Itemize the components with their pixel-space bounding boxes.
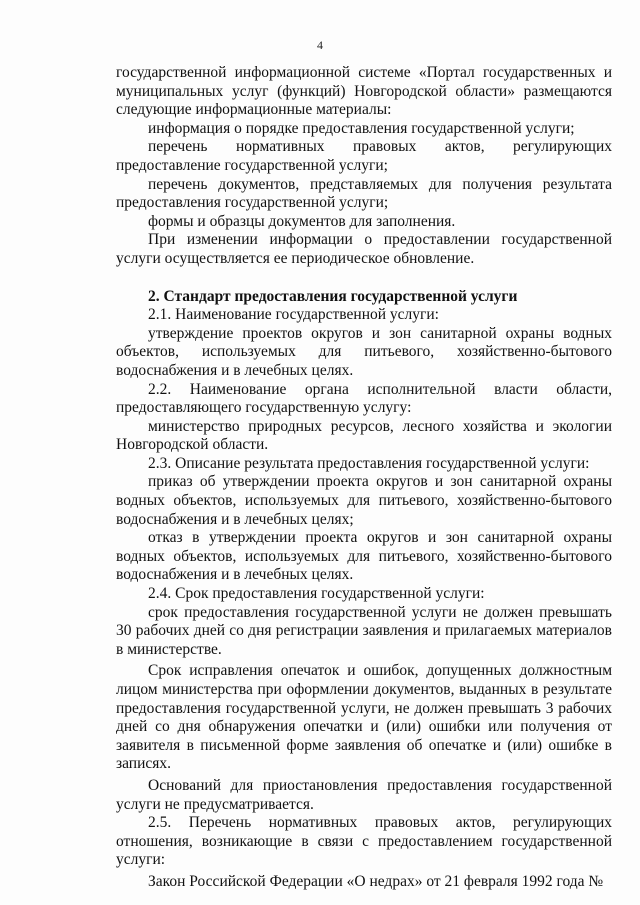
paragraph: 2.4. Срок предоставления государственной услуги: bbox=[148, 585, 485, 603]
paragraph: приказ об утверждении проекта округов и зон санитарной охраны водных объектов, используемых для питьевого, хозяйственно-бытового водоснабжения и в лечебных целях; bbox=[116, 473, 612, 528]
paragraph: 2.1. Наименование государственной услуги: bbox=[148, 306, 439, 324]
paragraph: перечень нормативных правовых актов, регулирующих предоставление государственной услуги; bbox=[116, 138, 612, 174]
paragraph: отказ в утверждении проекта округов и зон санитарной охраны водных объектов, используемых для питьевого, хозяйственно-бытового водоснабжения и в лечебных целях. bbox=[116, 529, 612, 584]
paragraph: формы и образцы документов для заполнения. bbox=[148, 212, 456, 230]
paragraph: информация о порядке предоставления государственной услуги; bbox=[148, 119, 575, 137]
paragraph: Закон Российской Федерации «О недрах» от 21 февраля 1992 года № bbox=[148, 872, 604, 890]
paragraph: государственной информационной системе «Портал государственных и муниципальных услуг (функций) Новгородской области» размещаются следующие информационные материалы: bbox=[116, 64, 612, 119]
paragraph: Срок исправления опечаток и ошибок, допущенных должностным лицом министерства при оформлении документов, выданных в результате предоставления государственной услуги, не должен превышать 3 рабочих дней со дня обнаружения опечатки и (или) ошибки или получения от заявителя в письменной форме заявления об опечатке и (или) ошибке в записях. bbox=[116, 662, 612, 773]
paragraph: перечень документов, представляемых для получения результата предоставления государственной услуги; bbox=[116, 175, 612, 212]
paragraph: утверждение проектов округов и зон санитарной охраны водных объектов, используемых для питьевого, хозяйственно-бытового водоснабжения и в лечебных целях. bbox=[116, 324, 612, 379]
page-number: 4 bbox=[317, 38, 323, 52]
paragraph: 2.5. Перечень нормативных правовых актов, регулирующих отношения, возникающие в связи с предоставлением государственной услуги: bbox=[116, 814, 612, 869]
paragraph: министерство природных ресурсов, лесного хозяйства и экологии Новгородской области. bbox=[116, 417, 612, 454]
paragraph: 2.3. Описание результата предоставления государственной услуги: bbox=[148, 454, 590, 472]
paragraph: 2.2. Наименование органа исполнительной власти области, предоставляющего государственную услугу: bbox=[116, 380, 612, 417]
paragraph: Оснований для приостановления предоставления государственной услуги не предусматривается. bbox=[116, 776, 612, 813]
paragraph: срок предоставления государственной услуги не должен превышать 30 рабочих дней со дня регистрации заявления и прилагаемых материалов в министерстве. bbox=[116, 603, 612, 658]
section-heading: 2. Стандарт предоставления государственной услуги bbox=[148, 287, 518, 305]
document-body bbox=[116, 64, 612, 892]
paragraph: При изменении информации о предоставлении государственной услуги осуществляется ее периодическое обновление. bbox=[116, 231, 612, 267]
